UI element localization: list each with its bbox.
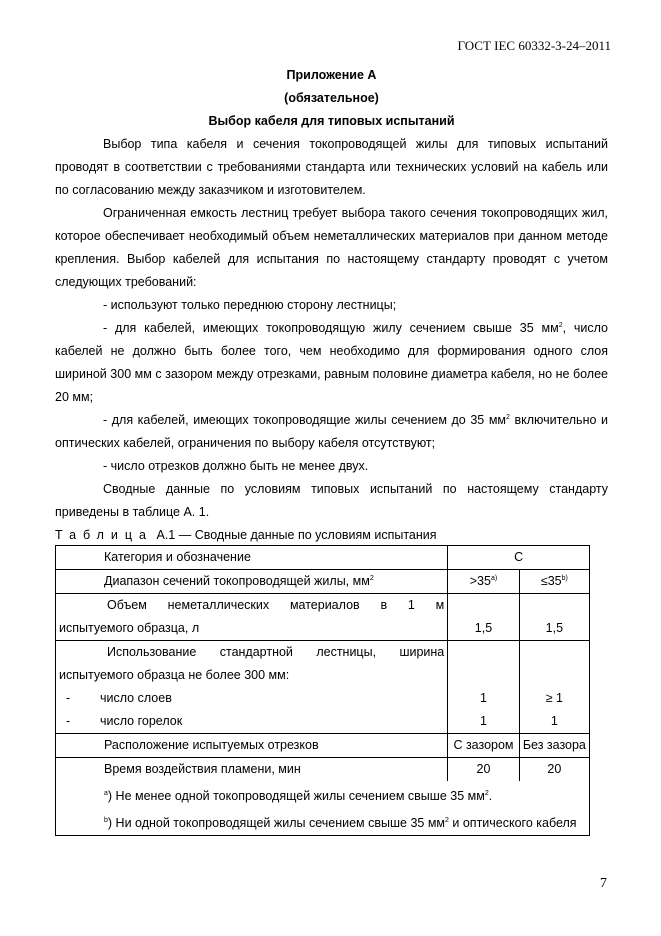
- requirement-4: - число отрезков должно быть не менее двух.: [103, 459, 369, 473]
- time-value-2: 20: [519, 758, 589, 782]
- conditions-table: [55, 545, 590, 836]
- table-row: [56, 570, 590, 594]
- burners-label-text: число горелок: [100, 714, 183, 728]
- range-value-1-text: >35: [469, 574, 491, 588]
- volume-value-2: 1,5: [519, 594, 589, 641]
- volume-label-line-2: испытуемого образца, л: [59, 621, 200, 635]
- burners-value-1: 1: [448, 710, 519, 734]
- requirement-3-text: - для кабелей, имеющих токопроводящие жилы сечением до 35 мм: [103, 413, 507, 427]
- requirement-2-rest: , число кабелей не должно быть более того, чем необходимо для формирования одного слоя шириной 300 мм с зазором между отрезками, равным половине диаметра кабеля, но не более 20 мм;: [55, 321, 608, 404]
- footnote-b-text: ) Ни одной токопроводящей жилы сечением свыше 35 мм: [107, 816, 446, 830]
- footnote-b: [56, 808, 590, 836]
- layers-value-2: ≥ 1: [519, 687, 589, 710]
- range-label-sup: 2: [369, 575, 374, 582]
- footnote-a: [56, 781, 590, 808]
- range-label: [56, 570, 448, 594]
- time-value-1: 20: [448, 758, 519, 782]
- appendix-title: Приложение А: [286, 68, 377, 82]
- paragraph-3: Сводные данные по условиям типовых испытаний по настоящему стандарту приведены в таблице А. 1.: [55, 482, 608, 519]
- volume-label-line-1: Объем неметаллических материалов в 1 м: [107, 598, 445, 612]
- footnote-a-sup: 2: [484, 790, 489, 797]
- layers-value-1: 1: [448, 687, 519, 710]
- table-row: [56, 808, 590, 836]
- table-row: [56, 781, 590, 808]
- paragraph-1: Выбор типа кабеля и сечения токопроводящей жилы для типовых испытаний проводят в соответствии с требованиями стандарта или технических условий на кабель или по согласованию между заказчиком и изготовителем.: [55, 137, 608, 197]
- category-label: Категория и обозначение: [56, 546, 448, 570]
- footnote-b-mark: b: [104, 817, 108, 824]
- page-number: 7: [600, 876, 607, 891]
- ladder-label-line-2: испытуемого образца не более 300 мм:: [59, 668, 290, 682]
- range-value-1: [448, 570, 519, 594]
- requirement-3: [55, 409, 608, 455]
- range-value-1-sup: а): [490, 575, 498, 582]
- time-label: Время воздействия пламени, мин: [56, 758, 448, 782]
- table-row: [56, 734, 590, 758]
- burners-value-2: 1: [519, 710, 589, 734]
- footnote-b-sup: 2: [445, 817, 449, 824]
- burners-bullet: -: [66, 714, 71, 728]
- table-caption-rest: А.1 — Сводные данные по условиям испытания: [153, 528, 437, 542]
- layers-bullet: -: [66, 691, 71, 705]
- requirement-2-text: - для кабелей, имеющих токопроводящую жилу сечением свыше 35 мм: [103, 321, 559, 335]
- volume-label: [56, 594, 448, 641]
- arrangement-value-1: С зазором: [448, 734, 519, 758]
- range-value-2-text: ≤35: [540, 574, 562, 588]
- range-value-2-sup: b): [561, 575, 568, 582]
- requirement-2: [55, 317, 608, 409]
- range-value-2: [519, 570, 589, 594]
- arrangement-label: Расположение испытуемых отрезков: [56, 734, 448, 758]
- appendix-subtitle: Выбор кабеля для типовых испытаний: [208, 114, 455, 128]
- paragraph-2: Ограниченная емкость лестниц требует выбора такого сечения токопроводящих жил, которое обеспечивает необходимый объем неметаллических материалов при данном методе крепления. Выбор кабелей для испытания по настоящему стандарту проводят с учетом следующих требований:: [55, 206, 608, 289]
- table-row: [56, 687, 590, 710]
- footnote-b-end: и оптического кабеля: [448, 816, 577, 830]
- burners-label: [56, 710, 448, 734]
- ladder-value-2: [519, 641, 589, 688]
- appendix-status: (обязательное): [284, 91, 379, 105]
- footnote-a-end: .: [488, 789, 493, 803]
- layers-label: [56, 687, 448, 710]
- standard-designation: ГОСТ IEC 60332-3-24–2011: [457, 38, 611, 53]
- table-row: [56, 710, 590, 734]
- requirement-1: - используют только переднюю сторону лестницы;: [103, 298, 397, 312]
- range-label-text: Диапазон сечений токопроводящей жилы, мм: [104, 574, 370, 588]
- footnote-a-text: ) Не менее одной токопроводящей жилы сечением свыше 35 мм: [107, 789, 485, 803]
- table-row: [56, 546, 590, 570]
- table-row: [56, 594, 590, 641]
- table-row: [56, 641, 590, 688]
- document-body: [55, 64, 608, 836]
- layers-label-text: число слоев: [100, 691, 172, 705]
- requirement-2-sup: 2: [558, 322, 563, 329]
- ladder-label-line-1: Использование стандартной лестницы, ширина: [107, 645, 445, 659]
- ladder-label: [56, 641, 448, 688]
- category-value: С: [448, 546, 590, 570]
- table-caption-word: Таблица: [55, 528, 154, 542]
- ladder-value-1: [448, 641, 519, 688]
- table-caption: [55, 525, 608, 545]
- table-row: [56, 758, 590, 782]
- footnote-a-mark: а: [104, 790, 108, 797]
- requirement-3-sup: 2: [506, 414, 510, 421]
- volume-value-1: 1,5: [448, 594, 519, 641]
- arrangement-value-2: Без зазора: [519, 734, 589, 758]
- requirement-3-rest: включительно и оптических кабелей, ограничения по выбору кабеля отсутствуют;: [55, 413, 608, 450]
